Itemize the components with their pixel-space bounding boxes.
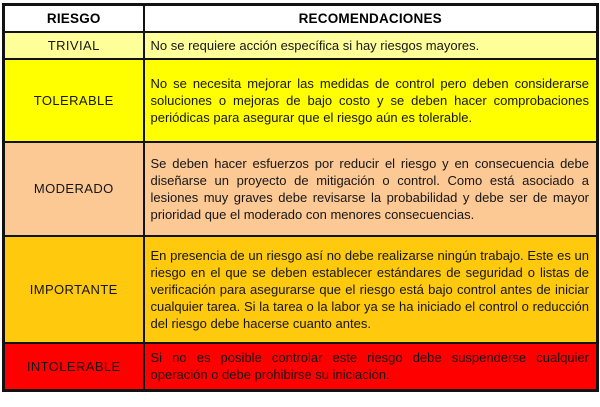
recommendation-text-tolerable: No se necesita mejorar las medidas de control pero deben considerarse soluciones o mejoras de bajo costo y se deben hacer comprobaciones periódicas para asegurar que el riesgo aún es tolerable. xyxy=(144,59,598,142)
risk-table-page xyxy=(2,3,598,404)
table-row-moderado xyxy=(4,142,598,236)
risk-recommendations-table xyxy=(2,3,599,392)
table-header-row xyxy=(4,5,598,32)
recommendation-text-trivial: No se requiere acción específica si hay riesgos mayores. xyxy=(144,32,598,59)
risk-level-label-moderado: MODERADO xyxy=(4,142,144,236)
table-row-trivial xyxy=(4,32,598,59)
risk-level-label-trivial: TRIVIAL xyxy=(4,32,144,59)
table-row-tolerable xyxy=(4,59,598,142)
risk-level-label-intolerable: INTOLERABLE xyxy=(4,343,144,391)
risk-level-label-tolerable: TOLERABLE xyxy=(4,59,144,142)
risk-level-label-importante: IMPORTANTE xyxy=(4,236,144,343)
column-header-recomendaciones: RECOMENDACIONES xyxy=(144,5,598,32)
table-row-intolerable xyxy=(4,343,598,391)
table-row-importante xyxy=(4,236,598,343)
column-header-riesgo: RIESGO xyxy=(4,5,144,32)
recommendation-text-moderado: Se deben hacer esfuerzos por reducir el riesgo y en consecuencia debe diseñarse un proyecto de mitigación o control. Como está asociado a lesiones muy graves debe revisarse la probabilidad y debe ser de mayor prioridad que el moderado con menores consecuencias. xyxy=(144,142,598,236)
recommendation-text-intolerable: Si no es posible controlar este riesgo debe suspenderse cualquier operación o debe prohibirse su iniciación. xyxy=(144,343,598,391)
recommendation-text-importante: En presencia de un riesgo así no debe realizarse ningún trabajo. Este es un riesgo en el que se deben establecer estándares de seguridad o listas de verificación para asegurarse que el riesgo está bajo control antes de iniciar cualquier tarea. Si la tarea o la labor ya se ha iniciado el control o reducción del riesgo debe hacerse cuanto antes. xyxy=(144,236,598,343)
